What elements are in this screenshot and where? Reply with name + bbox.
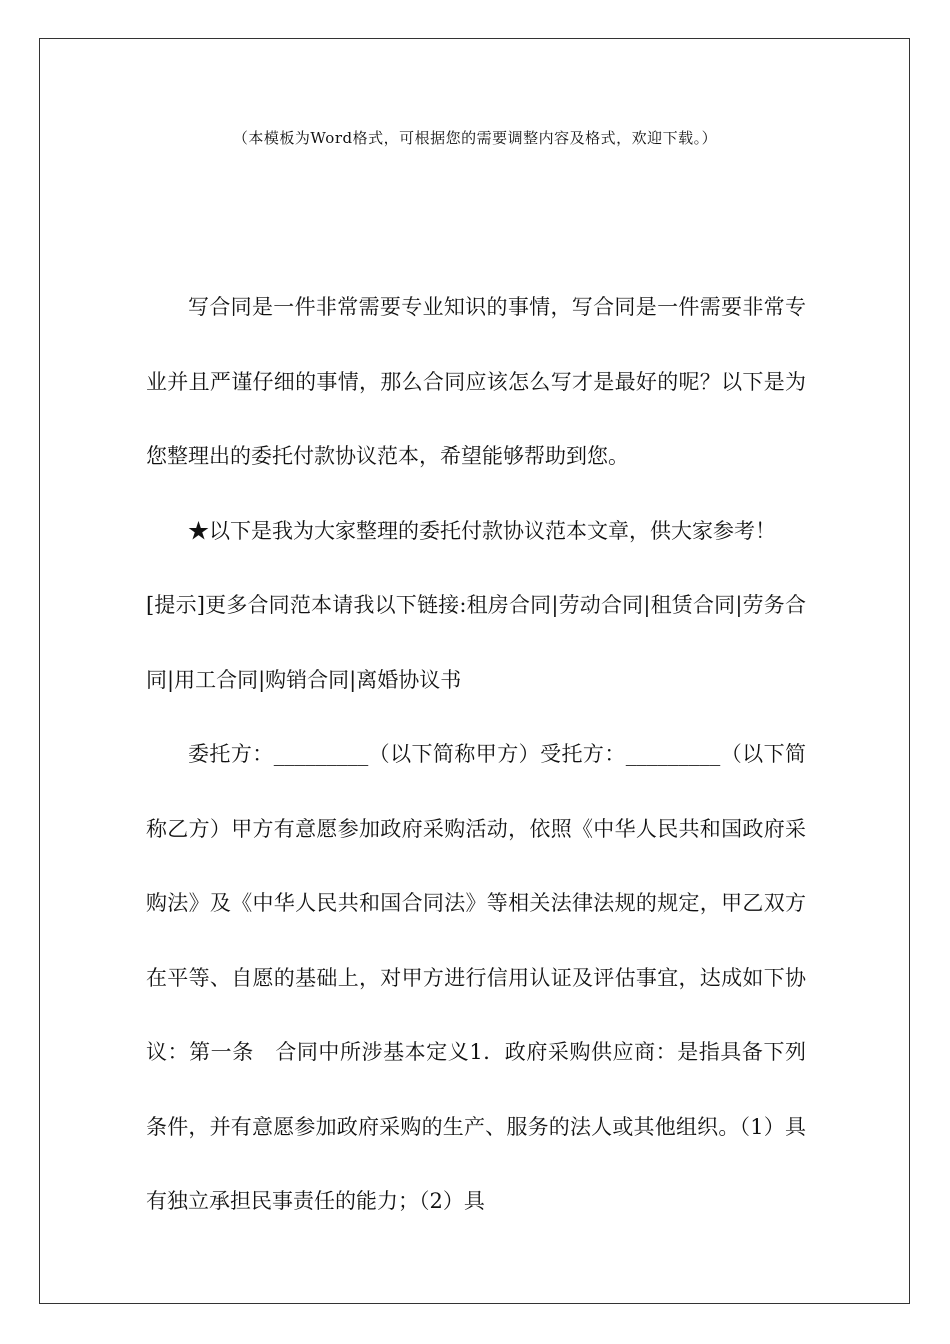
template-note: （本模板为Word格式，可根据您的需要调整内容及格式，欢迎下载。） bbox=[232, 129, 718, 147]
star-paragraph: ★以下是我为大家整理的委托付款协议范本文章，供大家参考！ bbox=[188, 518, 776, 543]
document-body bbox=[146, 270, 806, 1239]
tip-paragraph: [提示]更多合同范本请我以下链接:租房合同|劳动合同|租赁合同|劳务合同|用工合同|购销合同|离婚协议书 bbox=[146, 593, 806, 692]
agreement-paragraph: 委托方：_________（以下简称甲方）受托方：_________（以下简称乙方）甲方有意愿参加政府采购活动，依照《中华人民共和国政府采购法》及《中华人民共和国合同法》等相关法律法规的规定，甲乙双方在平等、自愿的基础上，对甲方进行信用认证及评估事宜，达成如下协议：第一条 合同中所涉基本定义1．政府采购供应商：是指具备下列条件，并有意愿参加政府采购的生产、服务的法人或其他组织。（1）具有独立承担民事责任的能力；（2）具 bbox=[146, 742, 806, 1213]
intro-paragraph: 写合同是一件非常需要专业知识的事情，写合同是一件需要非常专业并且严谨仔细的事情，那么合同应该怎么写才是最好的呢？以下是为您整理出的委托付款协议范本，希望能够帮助到您。 bbox=[146, 295, 806, 468]
